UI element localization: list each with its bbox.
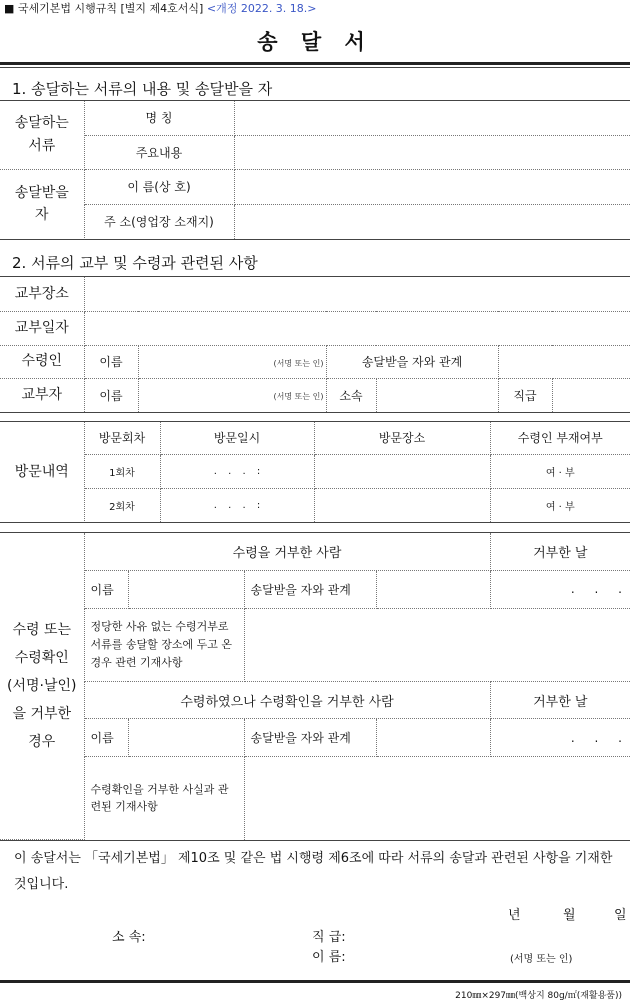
section2-heading: 2. 서류의 교부 및 수령과 관련된 사항 [12,254,258,272]
signer-sign-hint: (서명 또는 인) [510,954,573,965]
statement: 이 송달서는 「국세기본법」 제10조 및 같은 법 시행령 제6조에 따라 서류의 송달과 관련된 사항을 기재한 것입니다. [14,851,613,892]
refusal-label: 수령 또는 수령확인 (서명·날인) 을 거부한 경우 [0,533,84,840]
deliverer-label: 교부자 [0,378,84,412]
visit1-count: 1회차 [84,454,160,488]
divider [0,239,630,240]
affiliation-label: 소 속: [112,930,146,945]
form-header [4,0,317,16]
receiver-relation-field[interactable] [498,345,630,378]
section1-heading: 1. 송달하는 서류의 내용 및 송달받을 자 [12,80,273,98]
rank-label: 직 급: [312,930,346,945]
visit1-datetime[interactable]: . . . : [160,454,314,488]
doc-name-field[interactable] [234,101,630,135]
confirm-refuser-name-label: 이름 [84,719,128,757]
doc-content-label: 주요내용 [84,135,234,169]
refuser-name-field[interactable] [128,571,244,609]
recv-name-field[interactable] [234,169,630,204]
receiver-label: 수령인 [0,345,84,378]
confirm-fact-field[interactable] [244,756,630,839]
visit-label: 방문내역 [0,422,84,522]
recv-group-label: 송달받을 자 [0,169,84,239]
refuser-head: 수령을 거부한 사람 [84,533,490,571]
confirm-refused-date-field[interactable]: . . . [490,719,630,757]
recv-addr-label: 주 소(영업장 소재지) [84,204,234,239]
divider [0,980,630,983]
visit2-count: 2회차 [84,488,160,522]
refusal-table [0,533,630,840]
paper-spec: 210㎜×297㎜(백상지 80g/㎡(재활용품)) [455,991,622,1001]
receiver-sign-field[interactable] [138,345,326,378]
visit-col-place: 방문장소 [314,422,490,454]
deliverer-rank-label: 직급 [498,378,552,412]
divider [0,67,630,68]
signer-name-label: 이 름: [312,950,346,965]
deliverer-affil-label: 소속 [326,378,376,412]
doc-content-field[interactable] [234,135,630,169]
recv-addr-field[interactable] [234,204,630,239]
section2-table [0,277,630,412]
visit-col-count: 방문회차 [84,422,160,454]
receiver-relation-label: 송달받을 자와 관계 [326,345,498,378]
divider [0,840,630,841]
divider [0,522,630,523]
refuser-name-label: 이름 [84,571,128,609]
visit2-place[interactable] [314,488,490,522]
confirm-refuser-relation-label: 송달받을 자와 관계 [244,719,376,757]
date-label: 교부일자 [0,311,84,345]
visit2-datetime[interactable]: . . . : [160,488,314,522]
confirm-refuser-relation-field[interactable] [376,719,490,757]
visit-table [0,422,630,523]
doc-group-label: 송달하는 서류 [0,101,84,169]
refused-date-head: 거부한 날 [490,533,630,571]
deliverer-sign-hint: (서명 또는 인) [273,392,324,402]
section1-table [0,101,630,240]
deliverer-sign-field[interactable] [138,378,326,412]
recv-name-label: 이 름(상 호) [84,169,234,204]
visit2-absent[interactable]: 여 · 부 [490,488,630,522]
confirm-refused-date-head: 거부한 날 [490,681,630,719]
day-label: 일 [614,908,627,923]
deliverer-name-label: 이름 [84,378,138,412]
month-label: 월 [563,908,576,923]
visit-col-datetime: 방문일시 [160,422,314,454]
deliverer-rank-field[interactable] [552,378,630,412]
refuser-relation-label: 송달받을 자와 관계 [244,571,376,609]
page-title: 송 달 서 [257,30,373,54]
doc-name-label: 명 칭 [84,101,234,135]
place-label: 교부장소 [0,277,84,311]
date-field[interactable] [84,311,630,345]
refuser-relation-field[interactable] [376,571,490,609]
refused-date-field[interactable]: . . . [490,571,630,609]
revision-date: <개정 2022. 3. 18.> [206,2,317,15]
year-label: 년 [508,908,521,923]
divider [0,412,630,413]
visit1-place[interactable] [314,454,490,488]
confirm-refuser-head: 수령하였으나 수령확인을 거부한 사람 [84,681,490,719]
visit1-absent[interactable]: 여 · 부 [490,454,630,488]
receiver-sign-hint: (서명 또는 인) [273,358,324,368]
confirm-fact-label: 수령확인을 거부한 사실과 관련된 기재사항 [84,756,244,839]
divider [0,62,630,65]
receiver-name-label: 이름 [84,345,138,378]
just-cause-label: 정당한 사유 없는 수령거부로 서류를 송달할 장소에 두고 온 경우 관련 기재사항 [84,608,244,681]
place-field[interactable] [84,277,630,311]
regulation-label: ■ 국세기본법 시행규칙 [별지 제4호서식] [4,2,204,15]
just-cause-field[interactable] [244,608,630,681]
deliverer-affil-field[interactable] [376,378,498,412]
visit-col-absent: 수령인 부재여부 [490,422,630,454]
confirm-refuser-name-field[interactable] [128,719,244,757]
